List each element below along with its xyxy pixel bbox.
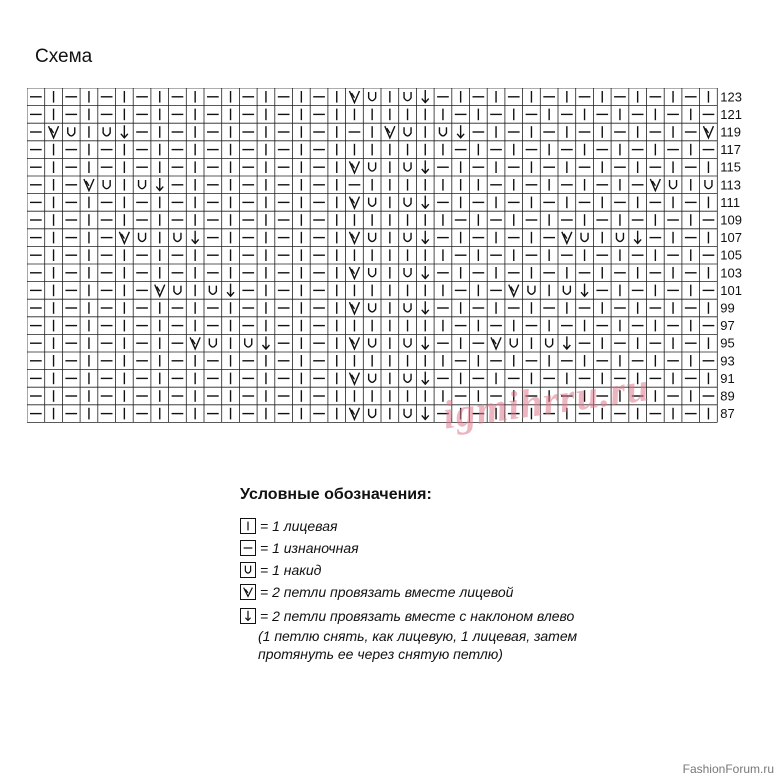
- yarn-over-symbol: [404, 162, 411, 171]
- yarn-over-symbol: [616, 233, 623, 242]
- row-number: 119: [720, 124, 742, 140]
- yarn-over-symbol: [369, 92, 376, 101]
- ssk-symbol: [581, 284, 588, 297]
- row-number: 105: [720, 247, 743, 263]
- k2tog-symbol: [349, 373, 359, 385]
- row-number: 123: [720, 89, 743, 105]
- row-number: 117: [720, 142, 742, 158]
- k2tog-symbol: [349, 337, 359, 349]
- yarn-over-symbol: [404, 374, 411, 383]
- yarn-over-symbol: [705, 180, 712, 189]
- k2tog-symbol: [349, 91, 359, 103]
- ssk-symbol: [563, 336, 570, 349]
- yarn-over-symbol: [103, 180, 110, 189]
- row-number: 109: [720, 212, 743, 228]
- row-number: 103: [720, 265, 743, 281]
- ssk-symbol: [227, 284, 234, 297]
- yarn-over-symbol: [209, 286, 216, 295]
- row-number: 99: [720, 300, 735, 316]
- yarn-over-symbol: [404, 409, 411, 418]
- k2tog-symbol: [349, 232, 359, 244]
- yarn-over-icon: [240, 562, 256, 578]
- k2tog-symbol: [84, 179, 94, 191]
- yarn-over-symbol: [369, 233, 376, 242]
- row-number: 111: [720, 194, 741, 210]
- yarn-over-symbol: [369, 338, 376, 347]
- legend-title: Условные обозначения:: [240, 486, 432, 503]
- legend-text: = 1 лицевая: [260, 518, 338, 534]
- ssk-symbol: [422, 336, 429, 349]
- yarn-over-symbol: [245, 338, 252, 347]
- legend-item-knit: [240, 518, 337, 534]
- ssk-symbol: [634, 231, 641, 244]
- yarn-over-symbol: [68, 127, 75, 136]
- row-number: 95: [720, 335, 735, 351]
- row-number: 87: [720, 406, 735, 422]
- row-number: 89: [720, 388, 735, 404]
- yarn-over-symbol: [510, 338, 517, 347]
- yarn-over-symbol: [581, 233, 588, 242]
- yarn-over-symbol: [546, 338, 553, 347]
- ssk-symbol: [422, 266, 429, 279]
- yarn-over-symbol: [369, 409, 376, 418]
- chart-title: Схема: [35, 46, 93, 67]
- row-number: 121: [720, 106, 743, 122]
- row-number: 97: [720, 318, 735, 334]
- ssk-symbol: [422, 407, 429, 420]
- k2tog-symbol: [349, 302, 359, 314]
- ssk-symbol: [121, 125, 128, 138]
- ssk-symbol: [422, 196, 429, 209]
- k2tog-icon: [240, 584, 256, 600]
- yarn-over-symbol: [404, 303, 411, 312]
- k2tog-symbol: [385, 126, 395, 138]
- ssk-symbol: [422, 160, 429, 173]
- yarn-over-symbol: [369, 303, 376, 312]
- legend-text: = 2 петли провязать вместе лицевой: [260, 584, 514, 600]
- yarn-over-symbol: [404, 338, 411, 347]
- legend-item-yarn-over: [240, 562, 321, 578]
- yarn-over-symbol: [563, 286, 570, 295]
- row-number: 113: [720, 177, 742, 193]
- k2tog-symbol: [650, 179, 660, 191]
- row-number: 93: [720, 353, 735, 369]
- ssk-symbol: [422, 90, 429, 103]
- k2tog-symbol: [703, 126, 713, 138]
- ssk-symbol: [262, 336, 269, 349]
- legend-text: = 1 изнаночная: [260, 540, 359, 556]
- ssk-symbol: [422, 301, 429, 314]
- yarn-over-symbol: [174, 286, 181, 295]
- legend-item-k2tog: [240, 584, 513, 600]
- k2tog-symbol: [155, 285, 165, 297]
- yarn-over-symbol: [528, 286, 535, 295]
- legend-item-purl: [240, 540, 359, 556]
- yarn-over-symbol: [404, 198, 411, 207]
- purl-icon: [240, 540, 256, 556]
- legend-note-line2: протянуть ее через снятую петлю): [258, 646, 503, 662]
- ssk-symbol: [457, 125, 464, 138]
- k2tog-symbol: [119, 232, 129, 244]
- ssk-symbol: [192, 231, 199, 244]
- yarn-over-symbol: [139, 233, 146, 242]
- yarn-over-symbol: [174, 233, 181, 242]
- watermark: igmihrru.ru: [440, 364, 653, 438]
- yarn-over-symbol: [103, 127, 110, 136]
- row-number: 107: [720, 230, 743, 246]
- row-number: 115: [720, 159, 742, 175]
- row-number: 91: [720, 370, 735, 386]
- yarn-over-symbol: [404, 92, 411, 101]
- knit-icon: [240, 518, 256, 534]
- k2tog-symbol: [349, 161, 359, 173]
- footer-credit: FashionForum.ru: [682, 762, 774, 776]
- legend-text: = 2 петли провязать вместе с наклоном влево: [260, 608, 575, 624]
- yarn-over-symbol: [404, 268, 411, 277]
- yarn-over-symbol: [139, 180, 146, 189]
- ssk-symbol: [422, 372, 429, 385]
- yarn-over-symbol: [369, 268, 376, 277]
- legend-text: = 1 накид: [260, 562, 322, 578]
- ssk-symbol: [422, 231, 429, 244]
- k2tog-symbol: [349, 197, 359, 209]
- yarn-over-symbol: [369, 162, 376, 171]
- yarn-over-symbol: [369, 198, 376, 207]
- ssk-icon: [240, 608, 256, 624]
- yarn-over-symbol: [404, 127, 411, 136]
- row-number: 101: [720, 282, 743, 298]
- k2tog-symbol: [349, 408, 359, 420]
- k2tog-symbol: [509, 285, 519, 297]
- legend-item-ssk: [240, 608, 574, 624]
- yarn-over-symbol: [670, 180, 677, 189]
- k2tog-symbol: [491, 337, 501, 349]
- k2tog-symbol: [562, 232, 572, 244]
- k2tog-symbol: [190, 337, 200, 349]
- legend-note-line1: (1 петлю снять, как лицевую, 1 лицевая, затем: [258, 628, 578, 644]
- k2tog-symbol: [49, 126, 59, 138]
- yarn-over-symbol: [404, 233, 411, 242]
- k2tog-symbol: [349, 267, 359, 279]
- ssk-symbol: [156, 178, 163, 191]
- yarn-over-symbol: [439, 127, 446, 136]
- yarn-over-symbol: [369, 374, 376, 383]
- yarn-over-symbol: [209, 338, 216, 347]
